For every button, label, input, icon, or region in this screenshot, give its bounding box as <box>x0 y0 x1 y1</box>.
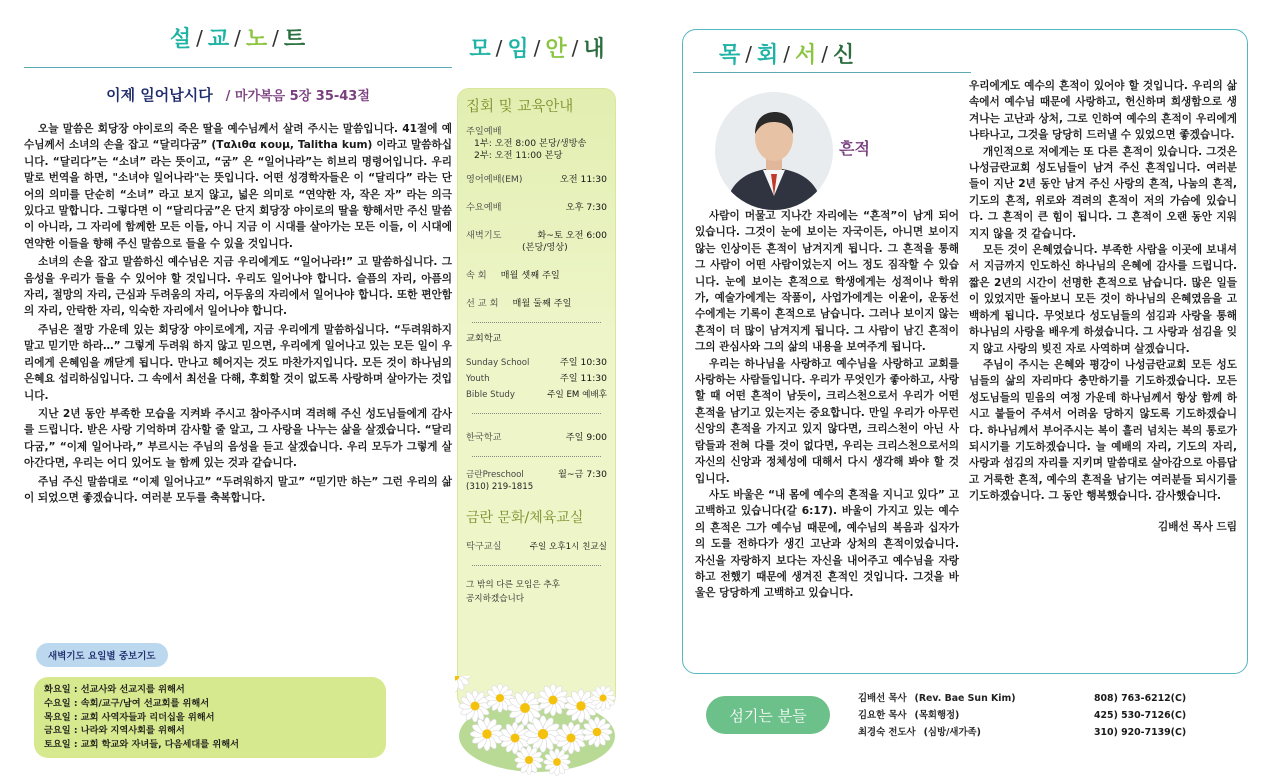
staff-phone: 808) 763-6212(C) <box>1094 693 1187 704</box>
class-meeting: 속 회 매월 셋째 주일 <box>466 270 560 281</box>
dawn-prayer-note: (본당/영상) <box>522 242 568 253</box>
other-meetings-note: 그 밖의 다른 모임은 추후 공지하겠습니다 <box>466 580 560 604</box>
letter-paragraph: 우리에게도 예수의 흔적이 있어야 할 것입니다. 우리의 삶 속에서 예수님 때문에 사랑하고, 헌신하며 희생함으로 생겨나는 고난과 상처, 그로 인하여 예수의 흔적이 우리에게 나타나고, 그것을 당당히 드러낼 수 있었으면 좋겠습니다. <box>969 80 1237 142</box>
staff-phone: 310) 920-7139(C) <box>1094 727 1187 738</box>
daisy-flowers-icon <box>455 676 620 776</box>
dawn-prayer: 새벽기도 화~토 오전 6:00 <box>466 230 607 241</box>
staff-row: 김배선 목사 (Rev. Bae Sun Kim) 808) 763-6212(C) <box>858 690 1248 707</box>
column-title: 흔적 <box>839 139 870 158</box>
divider <box>472 322 601 323</box>
letter-paragraph: 우리는 하나님을 사랑하고 예수님을 사랑하고 교회를 사랑하는 사람들입니다. 우리가 무엇인가 좋아하고, 사랑할 때 어떤 흔적이 남듯이, 크리스천으로서 우리가 어떤 흔적을 남기고 있는지는 중요합니다. 만일 우리가 아무런 신앙의 흔적을 가지고 있지 않다면, 크리스천이 아닌 사람들과 전혀 다를 것이 없다면, 우리는 크리스천으로서의 자신의 신앙과 정체성에 대해서 다시 생각해 봐야 할 것입니다. <box>695 357 959 485</box>
pingpong-class: 탁구교실 주일 오후1시 친교실 <box>466 541 607 552</box>
divider <box>472 413 601 414</box>
preschool: 금란Preschool 월~금 7:30 <box>466 469 607 480</box>
sermon-body <box>24 121 452 506</box>
pastor-photo-icon <box>715 92 833 210</box>
staff-row: 김요한 목사 (목회행정) 425) 530-7126(C) <box>858 707 1248 724</box>
meeting-panel <box>457 88 616 708</box>
meeting-heading: 집회 및 교육안내 <box>466 99 574 115</box>
pastor-section-title: 목 / 회 / 서 / 신 <box>719 41 856 68</box>
prayer-item: 토요일 : 교회 학교와 자녀들, 다음세대를 위해서 <box>44 739 239 751</box>
staff-row: 최경숙 전도사 (심방/새가족) 310) 920-7139(C) <box>858 724 1248 741</box>
prayer-item: 목요일 : 교회 사역자들과 리더십을 위해서 <box>44 711 215 723</box>
wednesday-service: 수요예배 오후 7:30 <box>466 202 607 213</box>
prayer-item: 수요일 : 속회/교구/남여 선교회를 위해서 <box>44 697 210 709</box>
sermon-paragraph: 주님은 절망 가운데 있는 회당장 야이로에게, 지금 우리에게 말씀하십니다. “두려워하지 말고 믿기만 하라…” 그렇게 두려워 하지 않고 믿으면, 우리에게 일어나고 있는 모든 일이 우리에게 은혜임을 깨닫게 됩니다. 만나고 헤어지는 것도 마찬가지입니다. 모든 것이 하나님의 은혜요 섭리하심입니다. 그 속에서 최선을 다해, 후회할 것이 없도록 사랑하며 살아가는 것입니다. <box>24 323 452 402</box>
pastor-letter-section <box>682 29 1248 674</box>
divider <box>472 456 601 457</box>
pastor-divider <box>693 72 971 73</box>
divider <box>472 565 601 566</box>
staff-section <box>706 690 1246 750</box>
prayer-item: 금요일 : 나라와 지역사회를 위해서 <box>44 725 185 737</box>
culture-list <box>458 541 615 606</box>
sermon-title: 이제 일어납시다 <box>106 86 213 104</box>
prayer-section <box>34 643 386 758</box>
meeting-section <box>455 22 620 772</box>
sermon-paragraph: 소녀의 손을 잡고 말씀하신 예수님은 지금 우리에게도 “일어나라!” 고 말씀하십니다. 그 음성을 우리가 들을 수 있어야 할 것입니다. 우리도 일어나야 합니다. 슬픔의 자리, 아픔의 자리, 절망의 자리, 근심과 두려움의 자리, 어두움의 자리에서 일어나야 합니다. 또한 편안함의 자리, 안락한 자리, 익숙한 자리에서 일어나야 합니다. <box>24 256 452 318</box>
youth: Youth 주일 11:30 <box>466 373 607 384</box>
mission-meeting: 선 교 회 매월 둘째 주일 <box>466 298 572 309</box>
letter-column-right <box>969 78 1237 535</box>
english-service: 영어예배(EM) 오전 11:30 <box>466 174 607 185</box>
prayer-list <box>34 677 386 758</box>
prayer-item: 화요일 : 선교사와 선교지를 위해서 <box>44 684 185 695</box>
service-list <box>458 126 615 493</box>
sermon-section <box>24 22 452 772</box>
letter-paragraph: 사도 바울은 “내 몸에 예수의 흔적을 지니고 있다” 고 고백하고 있습니다(갈 6:17). 바울이 가지고 있는 예수의 흔적은 그가 예수님 때문에, 예수님의 복음과 십자가의 도를 전하다가 생긴 고난과 상처의 흔적이었습니다. 자신을 자랑하지 보다는 자신을 내어주고 예수님을 자랑하고 전했기 때문에 생겨진 흔적인 것입니다. 그것을 바울은 당당하게 고백하고 있습니다. <box>695 488 959 600</box>
sermon-scripture: / 마가복음 5장 35-43절 <box>225 89 370 104</box>
prayer-tag: 새벽기도 요일별 중보기도 <box>36 643 168 667</box>
meeting-section-title: 모 / 임 / 안 / 내 <box>469 35 606 62</box>
sermon-section-title: 설 / 교 / 노 / 트 <box>169 25 307 52</box>
bible-study: Bible Study 주일 EM 예배후 <box>466 390 607 400</box>
church-school-label: 교회학교 <box>466 333 502 344</box>
sunday-service: 주일예배 1부: 오전 8:00 본당/생방송 2부: 오전 11:00 본당 <box>466 126 587 161</box>
letter-paragraph: 모든 것이 은혜였습니다. 부족한 사람을 이곳에 보내셔서 지금까지 인도하신 하나님의 은혜에 감사를 드립니다. 짧은 2년의 시간이 선명한 흔적으로 남습니다. 많은 일들이 있었지만 돌아보니 모든 것이 하나님의 은혜였음을 고백하게 됩니다. 무엇보다 성도님들의 섬김과 사랑을 통해 하나님의 사랑을 배우게 하셨습니다. 그 사랑과 섬김을 잊지 않고 사랑의 빚진 자로 사역하며 살겠습니다. <box>969 244 1237 355</box>
staff-badge: 섬기는 분들 <box>706 696 830 734</box>
sermon-heading <box>24 84 452 105</box>
preschool-phone: (310) 219-1815 <box>466 482 534 492</box>
sermon-divider <box>24 67 452 68</box>
pastor-signature: 김배선 목사 드림 <box>1157 520 1237 533</box>
sermon-paragraph: 오늘 말씀은 회당장 야이로의 죽은 딸을 예수님께서 살려 주시는 말씀입니다. 41절에 예수님께서 소녀의 손을 잡고 “달리다굼” (Ταλιθα κουμ, Talitha kum) 이라고 말씀하십니다. “달리다”는 “소녀” 라는 뜻이고, “굼” 은 “일어나라”는 히브리 명령어입니다. 우리말로 번역을 하면, "소녀야 일어나라"는 뜻입니다. 어떤 성경학자들은 이 “달리다” 라는 단어의 의미를 단순히 “소녀” 라고 보지 않고, 넓은 의미로 “연약한 자, 작은 자” 라는 의극 있다고 말합니다. 그렇다면 이 “달리다굼”은 단지 회당장 야이로의 딸을 향해서만 주신 말씀이 아니라, 그 자리에 함께한 모든 이들, 아니 지금 이 시대를 살아가는 모든 이들, 이 시대에 연약한 이들을 향해 주신 말씀으로 들을 수 있을 것입니다. <box>24 123 452 250</box>
letter-column-left <box>695 208 959 602</box>
letter-paragraph: 사람이 머물고 지나간 자리에는 “흔적”이 남게 되어 있습니다. 그것이 눈에 보이는 자국이든, 아니면 보이지 않는 인상이든 흔적이 남겨지게 됩니다. 그 흔적을 통해 그 사람이 어떤 사람이었는지 어느 정도 짐작할 수 있습니다. 눈에 보이는 흔적으로 학생에게는 성적이나 학위가, 예술가에게는 작품이, 사업가에게는 이윤이, 운동선수에게는 기록이 흔적으로 남습니다. 그러나 보이지 않는 흔적이 더 많이 남겨지게 됩니다. 그 사람이 남긴 흔적이 그의 관심사와 그의 삶의 내용을 보여주게 됩니다. <box>695 210 959 354</box>
staff-list <box>858 690 1248 741</box>
letter-paragraph: 개인적으로 저에게는 또 다른 흔적이 있습니다. 그것은 나성금란교회 성도님들이 남겨 주신 흔적입니다. 여러분들이 지난 2년 동안 남겨 주신 사랑의 흔적, 나눔의 흔적, 기도의 흔적, 위로와 격려의 흔적이 저의 가슴에 있습니다. 그 흔적이 큰 힘이 됩니다. 그 흔적이 오랜 동안 지워지지 않을 것 같습니다. <box>969 145 1237 240</box>
staff-phone: 425) 530-7126(C) <box>1094 710 1187 721</box>
sermon-paragraph: 지난 2년 동안 부족한 모습을 지켜봐 주시고 참아주시며 격려해 주신 성도님들에게 감사를 드립니다. 받은 사랑 기억하며 감사할 줄 알고, 그 사랑을 나누는 삶을 살겠습니다. “달리다굼,” “이제 일어나라,” 부르시는 주님의 음성을 듣고 살겠습니다. 우리 모두가 그렇게 살아간다면, 우리는 어디 있어도 늘 함께 있는 것과 같습니다. <box>24 407 452 470</box>
sermon-paragraph: 주님 주신 말씀대로 “이제 일어나고” “두려워하지 말고” “믿기만 하는” 그런 우리의 삶이 되었으면 좋겠습니다. 여러분 모두를 축복합니다. <box>24 475 452 504</box>
korean-school: 한국학교 주일 9:00 <box>466 432 607 443</box>
culture-heading: 금란 문화/체육교실 <box>466 510 584 526</box>
sunday-school: Sunday School 주일 10:30 <box>466 357 607 368</box>
letter-paragraph: 주님이 주시는 은혜와 평강이 나성금란교회 모든 성도님들의 삶의 자리마다 충만하기를 기도하겠습니다. 모든 성도님들의 믿음의 여정 가운데 하나님께서 항상 함께 하시고 붙들어 주셔서 어려움 당하지 않도록 기도하겠습니다. 하나님께서 부어주시는 복이 흘러 넘치는 복의 통로가 되시기를 기도하겠습니다. 늘 예배의 자리, 기도의 자리, 사랑과 섬김의 자리를 지키며 말씀대로 살아감으로 아름답고 거룩한 흔적, 예수의 흔적을 남기는 여러분들 되시기를 기도하겠습니다. 그 동안 행복했습니다. 감사했습니다. <box>969 358 1237 503</box>
